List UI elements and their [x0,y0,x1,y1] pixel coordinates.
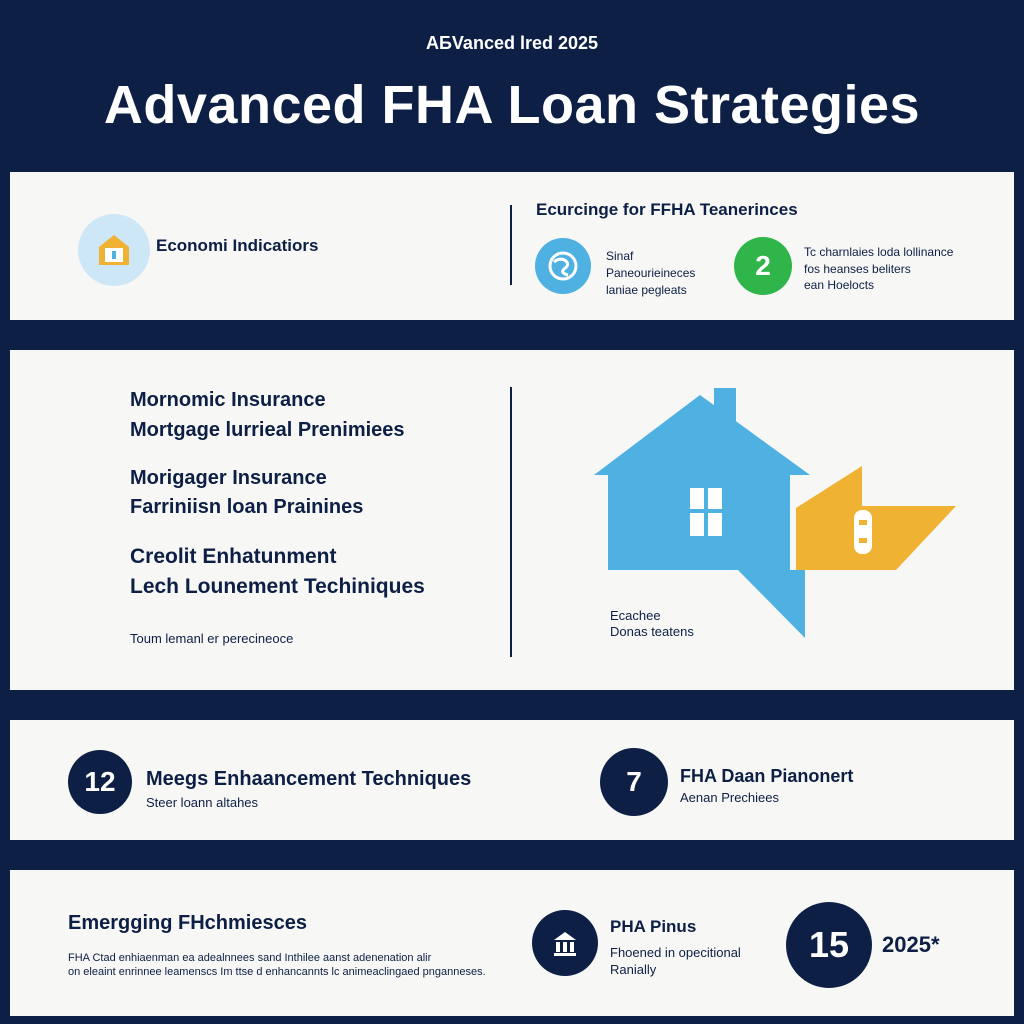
pha-plus-line-2: Ranially [610,962,657,977]
indicators-panel [10,172,1014,320]
page-title: Advanced FHA Loan Strategies [103,75,921,135]
heading-2-line-2: Farriniisn loan Prainines [130,496,364,518]
bank-icon [550,928,580,958]
emerging-body-line-2: on eleaint enrinnee leamenscs Im ttse d enhancannts lc animeaclingaed pnganneses. [68,966,486,978]
resources-heading: Ecurcinge for FFHA Teanerinces [536,200,798,219]
globe-icon [546,249,580,283]
footnote: Toum lemanl er perecineoce [130,631,294,646]
home-icon-circle [78,214,150,286]
emerging-body-line-1: FHA Ctad enhiaenman ea adealnnees sand Inthilee aanst adenenation alir [68,952,432,964]
economic-indicators-label: Economi Indicatiors [156,236,319,255]
techniques-panel [10,720,1014,840]
stat-number-12: 12 [68,750,132,814]
home-icon [95,231,133,269]
heading-2-line-1: Morigager Insurance [130,467,327,489]
header-kicker: AБVanced lred 2025 [425,33,599,53]
resource-item-2-line-3: ean Hoelocts [804,278,875,292]
step-2-badge: 2 [734,237,792,295]
heading-1-line-2: Mortgage lurrieal Prenimiees [130,419,405,441]
loan-placement-title: FHA Daan Pianonert [680,766,854,786]
heading-3-line-1: Creolit Enhatunment [130,545,337,568]
stat-number-7: 7 [600,748,668,816]
enhancement-subtitle: Steer loann altahes [146,795,259,810]
house-caption-line-2: Donas teatens [610,624,694,639]
house-caption-line-1: Ecachee [610,608,661,623]
emerging-panel [10,870,1014,1016]
bank-icon-circle [532,910,598,976]
heading-3-line-2: Lech Lounement Techiniques [130,575,425,598]
pha-plus-title: PHA Pinus [610,917,697,936]
insurance-panel [10,350,1014,690]
resource-item-1-line-3: laniae pegleats [606,283,687,297]
panel1-divider [510,205,512,285]
resource-item-1-line-1: Sinaf [606,249,634,263]
globe-icon-circle [535,238,591,294]
resource-item-2-line-2: fos heanses beliters [804,262,911,276]
resource-item-2-line-1: Tc charnlaies loda lollinance [804,245,954,259]
year-label: 2025* [882,932,940,957]
enhancement-title: Meegs Enhaancement Techniques [146,768,472,790]
heading-1-line-1: Mornomic Insurance [130,389,326,411]
dollar-tag-icon [854,510,872,554]
panel2-divider [510,387,512,657]
emerging-heading: Emergging FHchmiesces [68,912,307,934]
loan-placement-subtitle: Aenan Prechiees [680,790,780,805]
pha-plus-line-1: Fhoened in opecitional [610,945,741,960]
resource-item-1-line-2: Paneourieineces [606,266,696,280]
stat-number-15: 15 [786,902,872,988]
